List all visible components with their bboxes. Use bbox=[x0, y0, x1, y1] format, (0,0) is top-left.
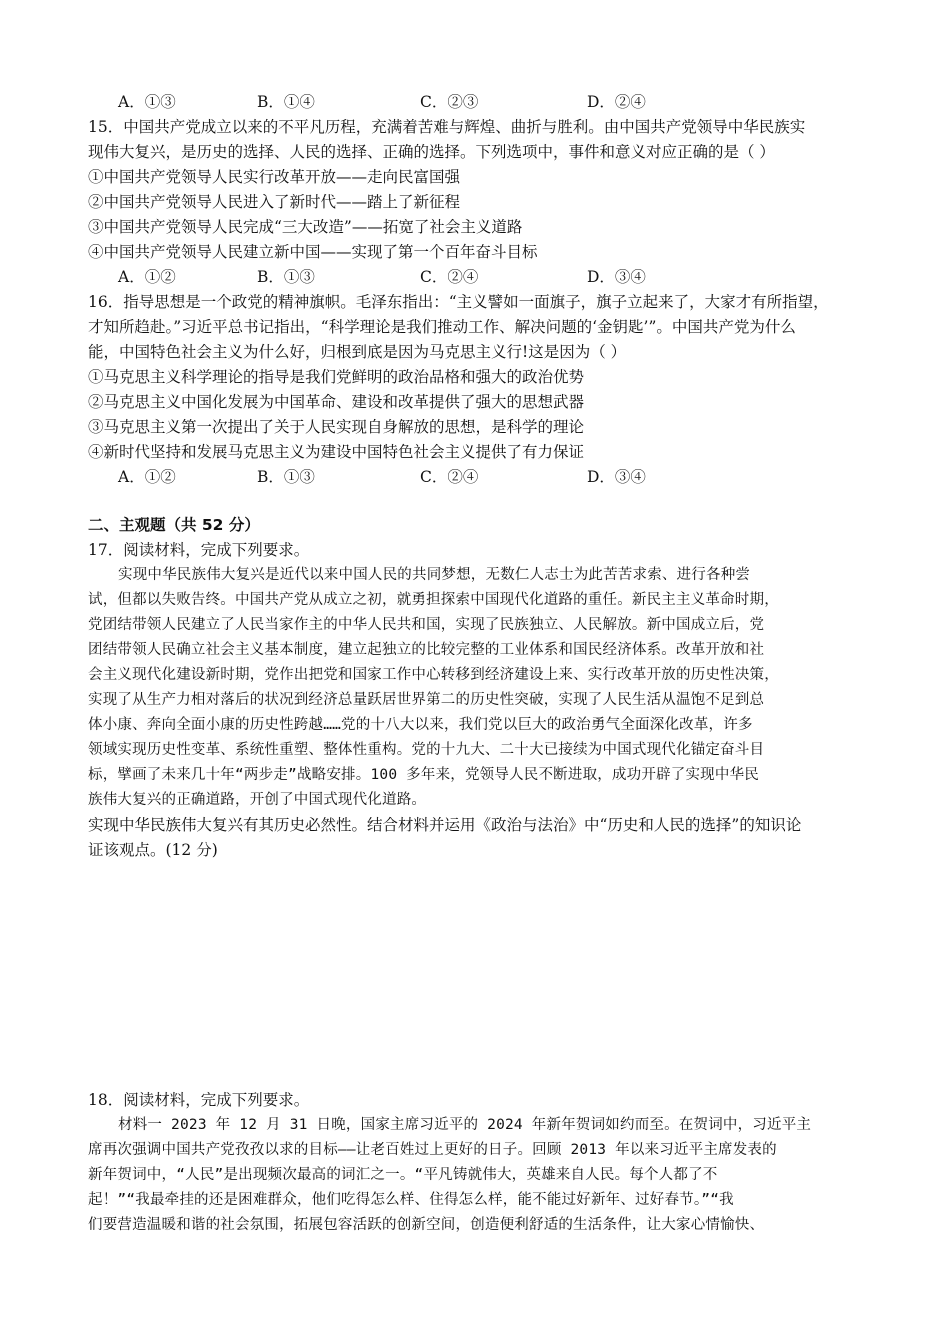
q18-material-line: 席再次强调中国共产党孜孜以求的目标——让老百姓过上更好的日子。回顾 2013 年以来习近平主席发表的 bbox=[88, 1142, 777, 1158]
q15-item: ②中国共产党领导人民进入了新时代——踏上了新征程 bbox=[88, 193, 461, 211]
option-d[interactable]: D．③④ bbox=[587, 468, 646, 486]
q18-material-line: 材料一 2023 年 12 月 31 日晚，国家主席习近平的 2024 年新年贺词如约而至。在贺词中，习近平主 bbox=[118, 1117, 812, 1133]
q17-requirement-line: 证该观点。(12 分) bbox=[88, 841, 218, 859]
q18-material-line: 们要营造温暖和谐的社会氛围，拓展包容活跃的创新空间，创造便利舒适的生活条件，让大家心情愉快、 bbox=[88, 1217, 765, 1233]
q17-material-line: 体小康、奔向全面小康的历史性跨越……党的十八大以来，我们党以巨大的政治勇气全面深化改革，许多 bbox=[88, 717, 753, 733]
q17-material-line: 标，擘画了未来几十年“两步走”战略安排。100 多年来，党领导人民不断进取，成功开辟了实现中华民 bbox=[88, 767, 759, 783]
q15-item: ③中国共产党领导人民完成“三大改造”——拓宽了社会主义道路 bbox=[88, 218, 523, 236]
option-a[interactable]: A．①② bbox=[118, 468, 176, 486]
q17-material-line: 实现了从生产力相对落后的状况到经济总量跃居世界第二的历史性突破，实现了人民生活从温饱不足到总 bbox=[88, 692, 765, 708]
q15-options bbox=[118, 267, 718, 287]
option-d[interactable]: D．②④ bbox=[587, 93, 646, 111]
q16-stem-line: 才知所趋赴。”习近平总书记指出，“科学理论是我们推动工作、解决问题的‘金钥匙’”。中国共产党为什么 bbox=[88, 318, 796, 336]
q16-options bbox=[118, 467, 718, 487]
option-a[interactable]: A．①② bbox=[118, 268, 176, 286]
option-a[interactable]: A．①③ bbox=[118, 93, 176, 111]
option-c[interactable]: C．②④ bbox=[420, 268, 479, 286]
q15-item: ①中国共产党领导人民实行改革开放——走向民富国强 bbox=[88, 168, 461, 186]
q17-material-line: 领域实现历史性变革、系统性重塑、整体性重构。党的十九大、二十大已接续为中国式现代化锚定奋斗目 bbox=[88, 742, 765, 758]
q17-material-line: 实现中华民族伟大复兴是近代以来中国人民的共同梦想，无数仁人志士为此苦苦求索、进行各种尝 bbox=[118, 567, 751, 583]
option-b[interactable]: B．①④ bbox=[257, 93, 315, 111]
q14-options bbox=[118, 92, 718, 112]
q17-intro: 17．阅读材料，完成下列要求。 bbox=[88, 541, 310, 559]
q16-item: ③马克思主义第一次提出了关于人民实现自身解放的思想，是科学的理论 bbox=[88, 418, 585, 436]
q17-requirement-line: 实现中华民族伟大复兴有其历史必然性。结合材料并运用《政治与法治》中“历史和人民的选择”的知识论 bbox=[88, 816, 802, 834]
q17-material-line: 党团结带领人民建立了人民当家作主的中华人民共和国，实现了民族独立、人民解放。新中国成立后，党 bbox=[88, 617, 765, 633]
q15-item: ④中国共产党领导人民建立新中国——实现了第一个百年奋斗目标 bbox=[88, 243, 538, 261]
q16-stem-line: 能，中国特色社会主义为什么好，归根到底是因为马克思主义行!这是因为（ ） bbox=[88, 343, 627, 361]
section-title: 二、主观题（共 52 分） bbox=[88, 516, 260, 534]
q18-material-line: 起！”“我最牵挂的还是困难群众，他们吃得怎么样、住得怎么样，能不能过好新年、过好春节。”“我 bbox=[88, 1192, 734, 1208]
q17-material-line: 族伟大复兴的正确道路，开创了中国式现代化道路。 bbox=[88, 792, 427, 808]
q16-item: ②马克思主义中国化发展为中国革命、建设和改革提供了强大的思想武器 bbox=[88, 393, 585, 411]
q16-stem-line: 16．指导思想是一个政党的精神旗帜。毛泽东指出：“主义譬如一面旗子，旗子立起来了，大家才有所指望， bbox=[88, 293, 829, 311]
option-b[interactable]: B．①③ bbox=[257, 268, 315, 286]
q17-material-line: 试，但都以失败告终。中国共产党从成立之初，就勇担探索中国现代化道路的重任。新民主主义革命时期， bbox=[88, 592, 779, 608]
q18-intro: 18．阅读材料，完成下列要求。 bbox=[88, 1091, 310, 1109]
q17-material-line: 会主义现代化建设新时期，党作出把党和国家工作中心转移到经济建设上来、实行改革开放的历史性决策， bbox=[88, 667, 779, 683]
option-c[interactable]: C．②④ bbox=[420, 468, 479, 486]
q15-stem-line: 15．中国共产党成立以来的不平凡历程，充满着苦难与辉煌、曲折与胜利。由中国共产党领导中华民族实 bbox=[88, 118, 806, 136]
q17-material-line: 团结带领人民确立社会主义基本制度，建立起独立的比较完整的工业体系和国民经济体系。改革开放和社 bbox=[88, 642, 765, 658]
option-c[interactable]: C．②③ bbox=[420, 93, 479, 111]
q15-stem-line: 现伟大复兴，是历史的选择、人民的选择、正确的选择。下列选项中，事件和意义对应正确的是（ ） bbox=[88, 143, 775, 161]
q18-material-line: 新年贺词中，“人民”是出现频次最高的词汇之一。“平凡铸就伟大，英雄来自人民。每个人都了不 bbox=[88, 1167, 718, 1183]
q16-item: ④新时代坚持和发展马克思主义为建设中国特色社会主义提供了有力保证 bbox=[88, 443, 585, 461]
option-d[interactable]: D．③④ bbox=[587, 268, 646, 286]
q16-item: ①马克思主义科学理论的指导是我们党鲜明的政治品格和强大的政治优势 bbox=[88, 368, 585, 386]
option-b[interactable]: B．①③ bbox=[257, 468, 315, 486]
